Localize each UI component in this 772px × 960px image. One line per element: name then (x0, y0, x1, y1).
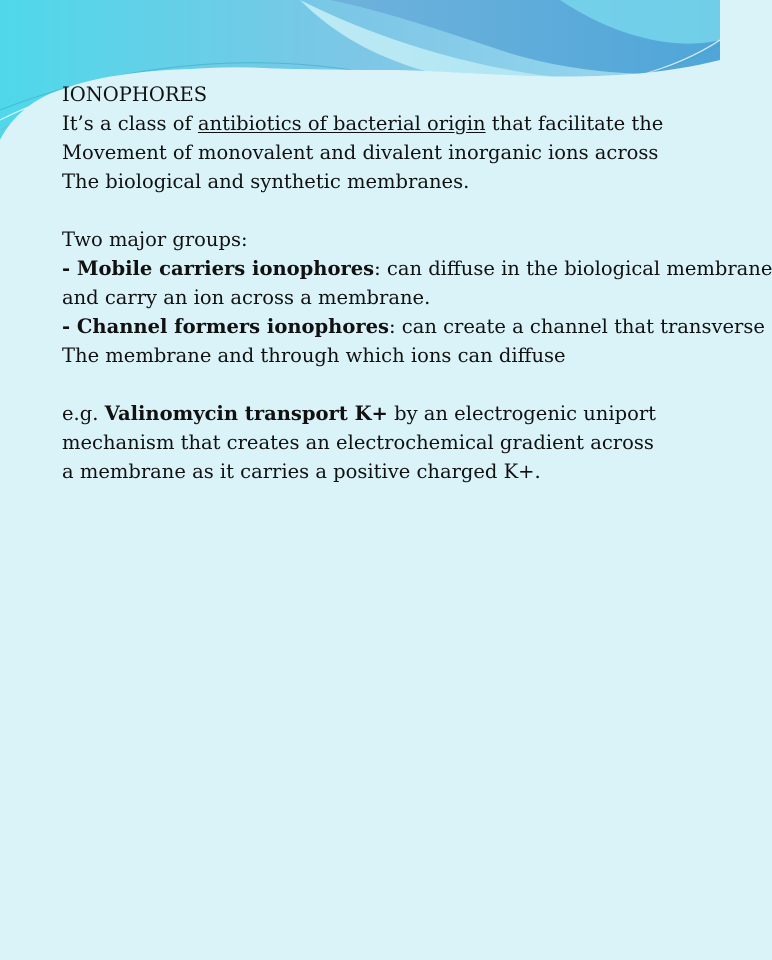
example-description: by an electrogenic uniport (387, 402, 656, 425)
mobile-carriers-line-2: and carry an ion across a membrane. (62, 286, 431, 309)
mobile-dash: - (62, 257, 77, 280)
channel-dash: - (62, 315, 77, 338)
channel-formers-line-1 (62, 312, 765, 341)
mobile-carriers-line-1 (62, 254, 772, 283)
example-line-1 (62, 399, 762, 428)
channel-formers-description: : can create a channel that transverse (389, 315, 765, 338)
example-line-2: mechanism that creates an electrochemical gradient across (62, 431, 654, 454)
intro-line-3: The biological and synthetic membranes. (62, 170, 470, 193)
spacer (62, 370, 762, 399)
intro-line-2: Movement of monovalent and divalent inorganic ions across (62, 141, 659, 164)
spacer (62, 196, 762, 225)
valinomycin-term: Valinomycin transport K+ (104, 402, 388, 425)
intro-underlined-phrase: antibiotics of bacterial origin (197, 112, 486, 135)
mobile-carriers-description: : can diffuse in the biological membrane (374, 257, 772, 280)
intro-prefix: It’s a class of (62, 112, 198, 135)
example-line-3: a membrane as it carries a positive charged K+. (62, 460, 541, 483)
mobile-carriers-term: Mobile carriers ionophores (76, 257, 375, 280)
slide-title: IONOPHORES (62, 83, 208, 106)
channel-formers-term: Channel formers ionophores (76, 315, 390, 338)
example-prefix: e.g. (62, 402, 105, 425)
intro-line-1 (62, 109, 762, 138)
intro-suffix: that facilitate the (485, 112, 664, 135)
slide-body (62, 80, 772, 486)
groups-heading: Two major groups: (62, 228, 248, 251)
channel-formers-line-2: The membrane and through which ions can diffuse (62, 344, 566, 367)
